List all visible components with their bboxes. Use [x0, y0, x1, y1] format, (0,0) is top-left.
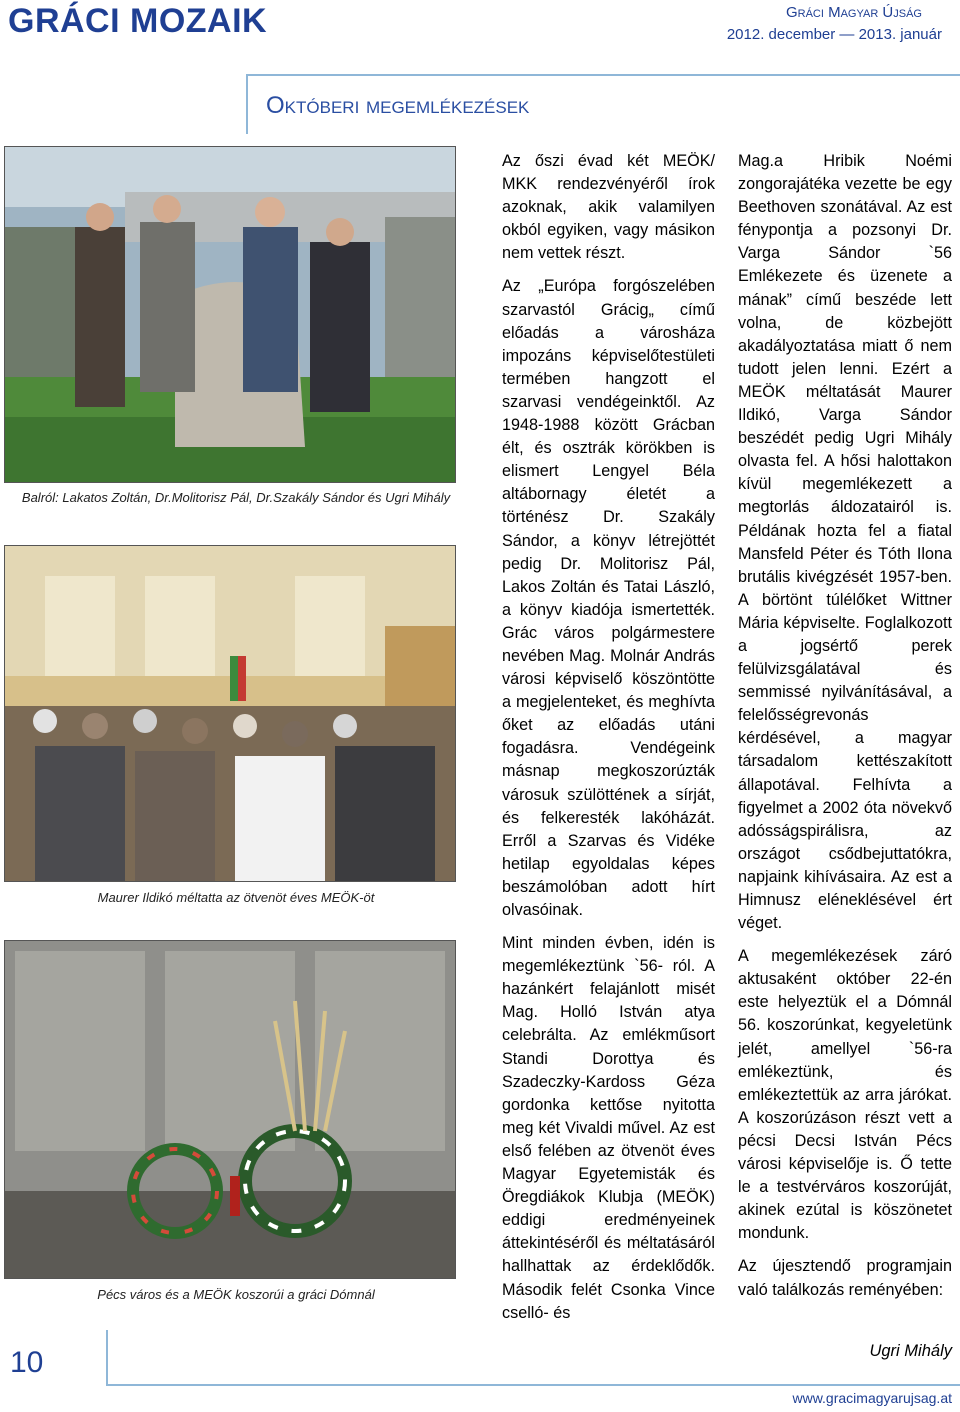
header-rule — [248, 74, 960, 76]
photo-gravestone-group — [4, 146, 456, 483]
column1-paragraph-2: Az „Európa forgószelében szarvastól Grácig„ című előadás a városháza impozáns képviselőtestületi termében hangzott el szarvasi vendégeinktől. Az 1948-1988 között Grácban élt, és osztrák körökben is elismert Lengyel Béla altábornagy életét a történész Dr. Szakály Sándor, a könyv létrejöttét pedig Dr. Molitorisz Pál, Lakos Zoltán és Tatai László, a könyv kiadója ismertették. Grác város polgármestere nevében Mag. Molnár András városi képviselő köszöntötte a megjelenteket, és meghívta őket az előadás utáni fogadásra. Vendégeink másnap megkoszorúzták városuk szülöttének a sírját, és felkeresték lakóházát. Erről a Szarvas és Vidéke hetilap egyoldalas képes beszámolóban adott hírt olvasóinak. — [502, 277, 715, 919]
column1-paragraph-3: Mint minden évben, idén is megemlékeztünk `56- ról. A hazánkért felajánlott misét Mag. Holló István atya celebrálta. Az emlékműsort Standi Dorottya és Szadeczky-Kardoss Géza gordonka kettőse nyitotta meg két Vivaldi művel. Az est első felében az ötvenöt éves Magyar Egyetemisták és Öregdiákok Klubja (MEÖK) eddigi eredményeinek áttekintéséről és méltatásáról hallhattak az érdeklődők. Második felét Csonka Vince cselló- és — [502, 934, 715, 1322]
header-rule-vertical — [246, 74, 248, 134]
photo-lecture-hall — [4, 545, 456, 882]
photo-caption-1: Balról: Lakatos Zoltán, Dr.Molitorisz Pál, Dr.Szakály Sándor és Ugri Mihály — [21, 490, 451, 505]
section-title: Októberi megemlékezések — [266, 92, 530, 119]
newspaper-brand: GRÁCI MOZAIK — [8, 2, 268, 40]
photo-caption-2: Maurer Ildikó méltatta az ötvenöt éves MEÖK-öt — [97, 890, 375, 905]
article-column-1 — [502, 150, 715, 1335]
author-signature: Ugri Mihály — [869, 1342, 952, 1360]
page-number: 10 — [10, 1346, 44, 1379]
footer-rule — [108, 1384, 960, 1386]
publication-name: Gráci Magyar Újság — [785, 4, 922, 21]
column2-paragraph-3: Az újesztendő programjain való találkozás reményében: — [738, 1257, 952, 1299]
photo-wreaths-memorial — [4, 940, 456, 1279]
column2-paragraph-1: Mag.a Hribik Noémi zongorajátéka vezette be egy Beethoven szonátával. Az est fénypontja a pozsonyi Dr. Varga Sándor `56 Emlékezete és üzenete a mának” című beszéde lett volna, de közbejött akadályoztatása miatt ő nem tudott jelen lenni. Ezért a MEÖK méltatását Maurer Ildikó, Varga Sándor beszédét pedig Ugri Mihály olvasta fel. A hősi halottakon kívül megemlékezett a megtorlás áldozatairól is. Példának hozta fel a fiatal Mansfeld Péter és Tóth Ilona brutális kivégzését 1957-ben. A börtönt túlélőket Wittner Mária képviselte. Foglalkozott a jogsértő perek felülvizsgálatával és semmissé nyilvánításával, a felelősségrevonás kérdésével, a magyar társadalom kettészakított állapotával. Felhívta a figyelmet a 2002 óta növekvő adósságspirálisra, az országot csődbejuttatókra, napjaink kihívásaira. Az est a Himnusz eléneklésével ért véget. — [738, 152, 952, 933]
publication-date: 2012. december — 2013. január — [726, 26, 942, 43]
footer-rule-vertical — [106, 1330, 108, 1386]
website-link[interactable]: www.gracimagyarujsag.at — [792, 1390, 952, 1406]
photo-caption-3: Pécs város és a MEÖK koszorúi a gráci Dómnál — [97, 1287, 375, 1302]
article-column-2 — [738, 150, 952, 1312]
column1-paragraph-1: Az őszi évad két MEÖK/ MKK rendezvényéről írok azoknak, akik valamilyen okból egyiken, vagy másikon nem vettek részt. — [502, 152, 715, 263]
column2-paragraph-2: A megemlékezések záró aktusaként október 22-én este helyeztük el a Dómnál 56. koszorúnkat, kegyeletünk jelét, amellyel `56-ra emlékeztünk, és emlékeztettük az arra járókat. A koszorúzáson részt vett a pécsi Decsi István Pécs városi képviselője is. Ő tette le a testvérváros koszorúját, akinek ezútal is köszönetet mondunk. — [738, 947, 952, 1243]
